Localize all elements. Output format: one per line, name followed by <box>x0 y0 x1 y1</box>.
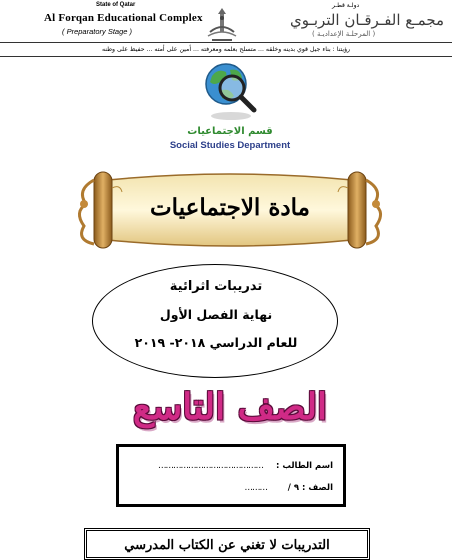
exercise-title: تدريبات اثرائية <box>169 279 263 294</box>
school-name-en: Al Forqan Educational Complex <box>44 12 203 24</box>
school-motto: رؤيتنا : بناء جيل قوي بدينه وخلقه ... متسلح بعلمه ومعرفته ... أمين على أمته ... حفيظ على وطنه <box>101 46 351 53</box>
motto-rule <box>0 56 452 57</box>
header-rule <box>0 42 452 43</box>
school-name-ar: مجمـع الفـرقـان التربـوي <box>290 11 445 29</box>
term-end-label: نهاية الفصل الأول <box>159 307 273 322</box>
notice-text: التدريبات لا تغني عن الكتاب المدرسي <box>124 538 330 553</box>
student-name-field[interactable]: …………………………………… <box>158 461 263 471</box>
stage-ar: ( المرحلـة الإعداديـة ) <box>312 30 376 38</box>
state-name-ar: دولـة قطـر <box>332 2 360 9</box>
grade-title: الصف التاسع <box>132 386 328 428</box>
department-name-en: Social Studies Department <box>169 140 291 151</box>
subject-title: مادة الاجتماعيات <box>150 194 310 221</box>
state-name-en: State of Qatar <box>96 2 136 8</box>
academic-year: للعام الدراسي ٢٠١٨- ٢٠١٩ <box>134 335 298 350</box>
student-name-label: اسم الطالب : <box>275 461 333 471</box>
student-info-box <box>116 444 346 507</box>
exercise-ellipse <box>92 264 338 378</box>
class-field[interactable]: ……… <box>244 483 267 493</box>
class-label: الصف : ٩ / <box>287 483 333 493</box>
notice-box <box>84 528 370 560</box>
school-logo-icon <box>204 6 240 44</box>
globe-magnifier-icon <box>198 58 264 124</box>
department-name-ar: قسم الاجتماعيات <box>187 126 273 137</box>
stage-en: ( Preparatory Stage ) <box>62 27 133 36</box>
